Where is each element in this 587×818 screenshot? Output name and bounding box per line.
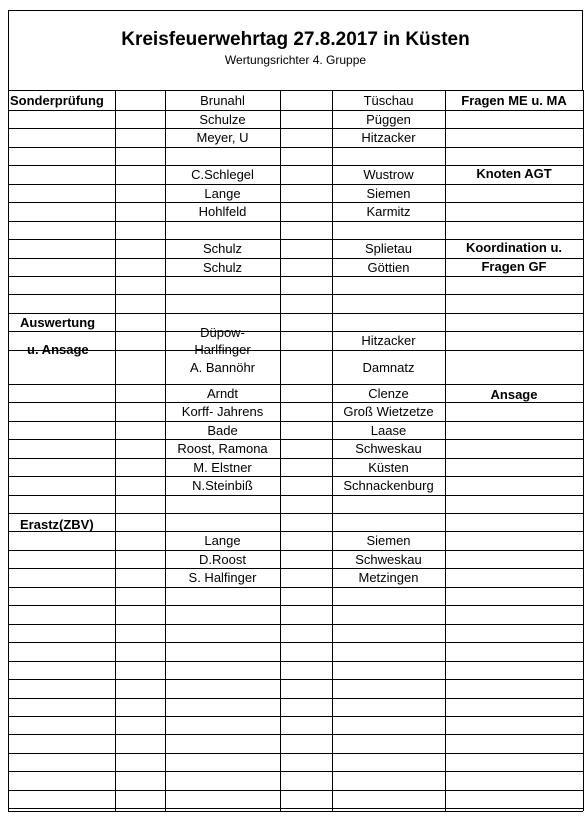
name-cell	[165, 587, 280, 605]
table-row-line	[8, 811, 583, 812]
table-row-line	[8, 350, 583, 351]
place-cell	[332, 605, 445, 624]
place-cell	[332, 679, 445, 698]
table-row-line	[8, 221, 583, 222]
table-row-line	[8, 716, 583, 717]
place-cell: Groß Wietzetze	[343, 404, 434, 419]
name-cell	[165, 698, 280, 716]
table-row-line	[8, 753, 583, 754]
place-cell	[332, 624, 445, 642]
name-cell	[165, 771, 280, 790]
label-u-ansage: u. Ansage	[27, 342, 89, 357]
label-auswertung: Auswertung	[20, 315, 96, 330]
place-cell	[332, 642, 445, 661]
name-cell: N.Steinbiß	[192, 478, 253, 493]
place-cell: Püggen	[366, 111, 411, 127]
table-row-line	[8, 624, 583, 625]
table-row-line	[8, 402, 583, 403]
name-cell	[165, 624, 280, 642]
table-row-line	[8, 313, 583, 314]
name-cell: Schulze	[199, 111, 246, 127]
name-cell	[165, 661, 280, 679]
name-cell: Meyer, U	[196, 130, 249, 145]
label-ansage: Ansage	[490, 387, 538, 402]
name-cell	[165, 513, 280, 531]
name-cell-line: Düpow-	[200, 324, 245, 340]
place-cell	[332, 790, 445, 808]
name-cell: C.Schlegel	[191, 167, 254, 182]
name-cell: Lange	[204, 533, 241, 548]
table-row-line	[8, 698, 583, 699]
place-cell	[332, 495, 445, 513]
table-row-line	[8, 642, 583, 643]
table-row-line	[8, 679, 583, 680]
place-cell	[332, 698, 445, 716]
place-cell	[332, 313, 445, 331]
place-cell: Damnatz	[362, 359, 415, 375]
place-cell: Hitzacker	[361, 333, 416, 348]
label-erastz: Erastz(ZBV)	[20, 517, 94, 532]
place-cell: Schweskau	[355, 551, 422, 567]
table-row-line	[8, 90, 583, 91]
table-column-line	[280, 90, 281, 811]
place-cell	[332, 734, 445, 753]
place-cell	[332, 294, 445, 313]
table-row-line	[8, 790, 583, 791]
place-cell: Küsten	[368, 459, 409, 475]
table-row-line	[8, 587, 583, 588]
name-cell: Lange	[204, 185, 241, 201]
table-row-line	[8, 458, 583, 459]
table-column-line	[583, 90, 584, 811]
name-cell	[165, 790, 280, 808]
document-title: Kreisfeuerwehrtag 27.8.2017 in Küsten	[121, 29, 470, 50]
place-cell	[332, 276, 445, 294]
place-cell	[332, 147, 445, 165]
place-cell: Metzingen	[358, 570, 419, 585]
place-cell: Clenze	[368, 385, 409, 401]
place-cell	[332, 587, 445, 605]
name-cell: Roost, Ramona	[177, 441, 268, 456]
label-sonderpruefung: Sonderprüfung	[10, 93, 104, 108]
name-cell	[165, 734, 280, 753]
place-cell	[332, 716, 445, 734]
table-row-line	[8, 147, 583, 148]
name-cell	[165, 495, 280, 513]
place-cell	[332, 753, 445, 771]
name-cell	[165, 716, 280, 734]
table-row-line	[8, 661, 583, 662]
name-cell	[165, 642, 280, 661]
table-row-line	[8, 734, 583, 735]
name-cell: Schulz	[202, 241, 243, 256]
name-cell: Bade	[207, 422, 238, 438]
table-row-line	[8, 568, 583, 569]
table-row-line	[8, 550, 583, 551]
place-cell	[332, 771, 445, 790]
label-fragen-gf: Fragen GF	[481, 259, 547, 274]
table-row-line	[8, 513, 583, 514]
table-row-line	[8, 276, 583, 277]
place-cell	[332, 661, 445, 679]
table-row-line	[8, 771, 583, 772]
name-cell	[165, 605, 280, 624]
table-row-line	[8, 476, 583, 477]
place-cell: Laase	[370, 422, 407, 438]
name-cell	[165, 276, 280, 294]
table-row-line	[8, 110, 583, 111]
place-cell: Göttien	[367, 259, 410, 275]
table-row-line	[8, 294, 583, 295]
table-row-line	[8, 439, 583, 440]
name-cell: M. Elstner	[193, 459, 252, 475]
label-fragen-me-ma: Fragen ME u. MA	[461, 93, 567, 108]
table-row-line	[8, 531, 583, 532]
table-row-line	[8, 605, 583, 606]
name-cell: Schulz	[202, 259, 243, 275]
place-cell	[332, 221, 445, 239]
place-cell: Siemen	[366, 185, 411, 201]
table-row-line	[8, 495, 583, 496]
place-cell: Schnackenburg	[343, 478, 434, 493]
name-cell: A. Bannöhr	[189, 359, 256, 375]
name-cell: S. Halfinger	[188, 570, 257, 585]
table-row-line	[8, 421, 583, 422]
label-koordination: Koordination u.	[465, 240, 563, 255]
document-subtitle: Wertungsrichter 4. Gruppe	[224, 53, 367, 67]
place-cell	[332, 513, 445, 531]
table-row-line	[8, 184, 583, 185]
place-cell: Hitzacker	[361, 130, 416, 145]
place-cell: Splietau	[365, 241, 412, 256]
name-cell: Arndt	[206, 385, 239, 401]
name-cell: Korff- Jahrens	[181, 404, 264, 419]
document-header	[8, 10, 583, 90]
place-cell: Karmitz	[366, 204, 411, 219]
table-column-line	[8, 90, 9, 811]
name-cell	[165, 324, 280, 357]
name-cell	[165, 221, 280, 239]
name-cell-line: Harlfinger	[194, 341, 251, 357]
table-column-line	[445, 90, 446, 811]
name-cell: Hohlfeld	[198, 204, 247, 219]
table-row-line	[8, 128, 583, 129]
place-cell: Tüschau	[363, 92, 414, 108]
place-cell: Wustrow	[363, 167, 414, 182]
label-knoten-agt: Knoten AGT	[476, 166, 552, 181]
name-cell	[165, 294, 280, 313]
place-cell: Siemen	[366, 533, 411, 548]
name-cell	[165, 147, 280, 165]
table-row-line	[8, 384, 583, 385]
table-row-line	[8, 202, 583, 203]
table-row-line	[8, 808, 583, 809]
name-cell	[165, 679, 280, 698]
place-cell: Schweskau	[355, 441, 422, 456]
name-cell: Brunahl	[200, 92, 245, 108]
table-row-line	[8, 331, 583, 332]
name-cell: D.Roost	[199, 551, 246, 567]
name-cell	[165, 753, 280, 771]
table-column-line	[115, 90, 116, 811]
